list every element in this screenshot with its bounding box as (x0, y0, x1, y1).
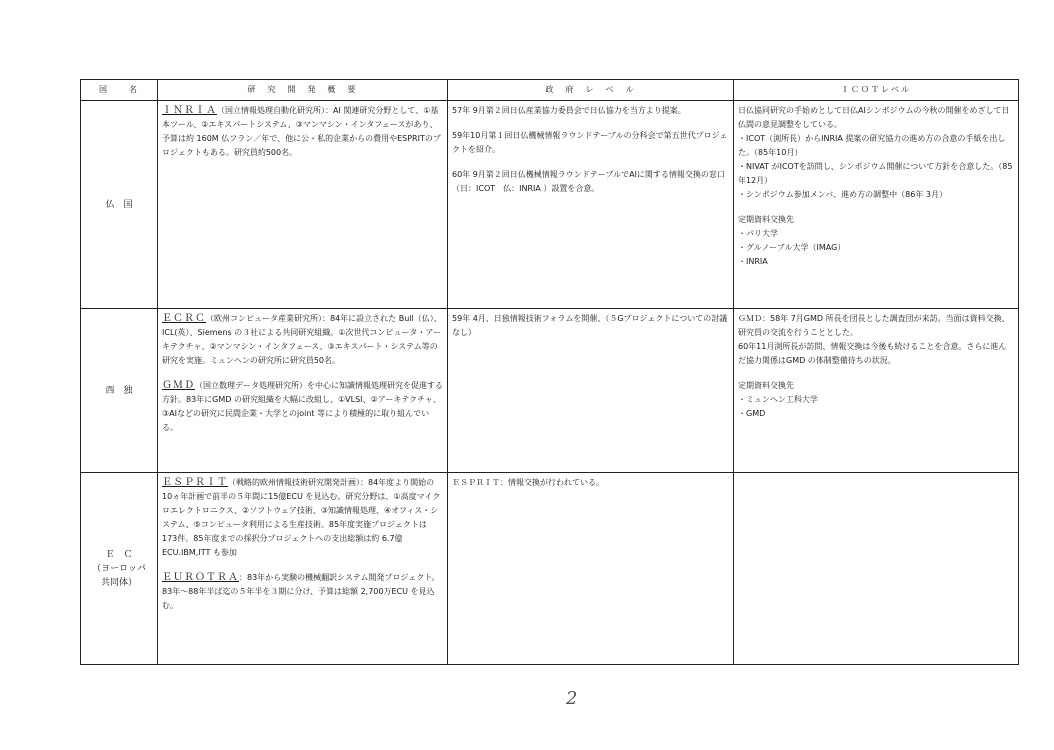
table-row (81, 309, 1019, 473)
overview-text: （欧州コンピュータ産業研究所）：84年に設立された Bull（仏）、ICL(英）、Siemens の３社による共同研究組織。①次世代コンピュータ・アーキテクチャ、②マンマシン・インタフェース、③エキスパート・システム等の研究を実施。ミュンヘンの研究所に研究員50名。 (162, 314, 442, 365)
page-number: 2 (566, 688, 578, 709)
table-row (81, 473, 1019, 665)
country-cell: 仏 国 (81, 101, 158, 309)
organization-name: ＥＳＰＲＩＴ (162, 477, 228, 488)
organization-name: ＥＣＲＣ (162, 313, 206, 324)
overview-text: ：83年から実験の機械翻訳システム開発プロジェクト。83年〜88年半ば迄の５年半を３期に分け、予算は総額 2,700万ECU を見込む。 (162, 573, 440, 610)
government-paragraph: 60年 9月第２回日仏機械情報ラウンドテーブルでAIに関する情報交換の窓口（日：ICOT 仏：INRIA ）設置を合意。 (452, 170, 725, 193)
icot-cell (734, 309, 1019, 473)
overview-cell (158, 101, 448, 309)
icot-paragraph: 定期資料交換先 ・パリ大学 ・グルノーブル大学（IMAG） ・INRIA (738, 215, 846, 266)
table-row (81, 101, 1019, 309)
organization-name: ＧＭＤ (162, 380, 195, 391)
overview-cell (158, 473, 448, 665)
icot-paragraph: 定期資料交換先 ・ミュンヘン工科大学 ・GMD (738, 381, 818, 418)
overview-paragraph (162, 476, 443, 560)
organization-name: ＩＮＲＩＡ (162, 105, 217, 116)
country-cell: Ｅ Ｃ （ヨーロッパ 共同体） (81, 473, 158, 665)
government-cell (448, 473, 734, 665)
overview-paragraph (162, 312, 443, 368)
icot-paragraph: ＧＭＤ：58年 7月GMD 所長を団長とした調査団が来訪。当面は資料交換、研究員の交流を行うこととした。 60年11月渕所長が訪問、情報交換は今後も続けることを合意。さらに進んだ協力関係はGMD の体制整備待ちの状況。 (738, 314, 1010, 365)
government-paragraph: 59年10月第１回日仏機械情報ラウンドテーブルの分科会で第五世代プロジェクトを紹介。 (452, 131, 728, 154)
overview-paragraph (162, 104, 443, 160)
icot-paragraph: 日仏協同研究の手始めとして日仏AIシンポジウムの今秋の開催をめざして日仏間の意見調整をしている。 ・ICOT（渕所長）からINRIA 提案の研究協力の進め方の合意の手紙を出した。（85年10月） ・NIVAT がICOTを訪問し、シンポジウム開催について方針を合意した。（85年12月） ・シンポジウム参加メンバ、進め方の調整中（86年 3月） (738, 106, 1013, 199)
organization-name: ＥＵＲＯＴＲＡ (162, 572, 239, 583)
government-paragraph: ＥＳＰＲＩＴ：情報交換が行われている。 (452, 478, 604, 487)
header-row (81, 80, 1019, 101)
icot-cell (734, 473, 1019, 665)
icot-cell (734, 101, 1019, 309)
overview-text: （戦略的欧州情報技術研究開発計画）：84年度より開始の10ヵ年計画で前半の５年間に15億ECU を見込む。研究分野は、①高度マイクロエレクトロニクス、②ソフトウェア技術、③知識情報処理、④オフィス・システム、⑤コンピュータ利用による生産技術。85年度実施プロジェクトは 173件。85年度までの採択分プロジェクトへの支出総額は約 6.7億ECU.IBM,ITT も参加 (162, 478, 441, 557)
overview-paragraph (162, 379, 443, 435)
overview-paragraph (162, 571, 443, 613)
overview-text: （国立情報処理自動化研究所）：AI 関連研究分野として、①基本ツール、②エキスパートシステム、③マンマシン・インタフェースがあり、予算は約 160M 仏フラン／年で、他に公・私的企業からの費用やESPRITのプロジェクトもある。研究員約500名。 (162, 106, 441, 157)
government-cell (448, 309, 734, 473)
header-government: 政 府 レ ベ ル (448, 80, 734, 101)
header-icot: ＩＣＯＴレベル (734, 80, 1019, 101)
header-country: 国 名 (81, 80, 158, 101)
overview-cell (158, 309, 448, 473)
comparison-table (80, 79, 1019, 665)
government-cell (448, 101, 734, 309)
header-overview: 研 究 開 発 概 要 (158, 80, 448, 101)
government-paragraph: 59年 4月、日独情報技術フォラムを開催、（５Gプロジェクトについての討議なし） (452, 314, 728, 337)
country-cell: 西 独 (81, 309, 158, 473)
government-paragraph: 57年 9月第２回日仏産業協力委員会で日仏協力を当方より提案。 (452, 106, 686, 115)
overview-text: （国立数理データ処理研究所）を中心に知識情報処理研究を促進する方針。83年にGMD の研究組織を大幅に改組し、①VLSI、②アーキテクチャ、③AIなどの研究に民間企業・大学とのjoint 等により積極的に取り組んでいる。 (162, 381, 443, 432)
